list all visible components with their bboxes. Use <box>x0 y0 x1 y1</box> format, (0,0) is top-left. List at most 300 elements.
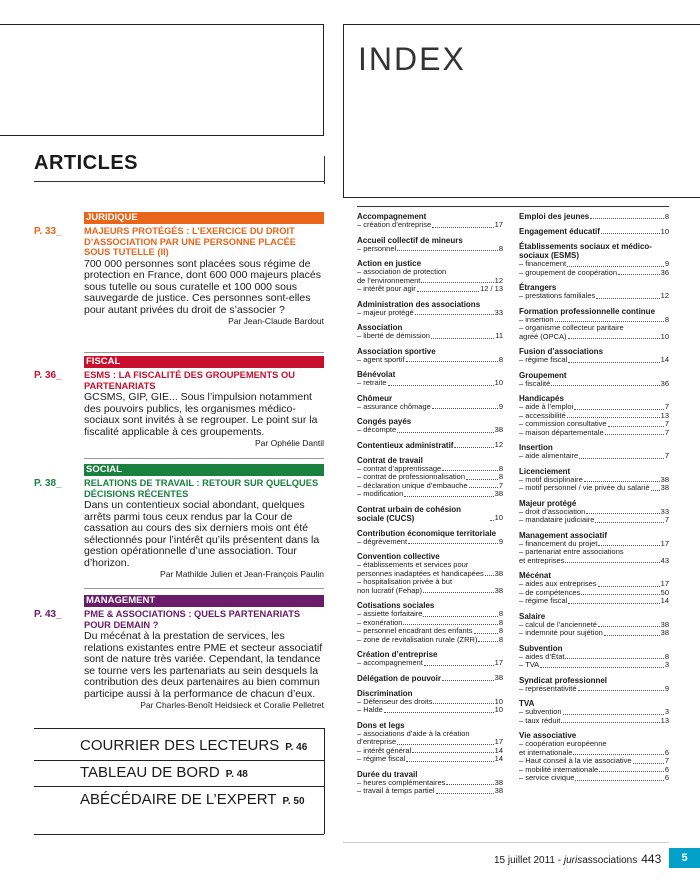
rubrique-abecedaire[interactable] <box>80 791 305 808</box>
index-entry[interactable] <box>357 529 503 547</box>
index-subentry-label: et entreprises <box>519 555 565 565</box>
index-leader-dots <box>433 703 493 704</box>
article-summary: 700 000 personnes sont placées sous régime de protection en France, dont 600 000 majeurs placés sous tutelle ou sous curatelle et 100 000 sous sauvegarde de justice. Ces personnes sont-elles pour autant privées du droit de s’associer ? <box>84 257 321 316</box>
index-leader-dots <box>595 522 663 523</box>
footer-date: 15 juillet 2011 - <box>494 855 564 866</box>
index-page-number: 13 <box>660 410 669 420</box>
index-entry[interactable] <box>357 601 503 644</box>
index-leader-dots <box>567 417 660 418</box>
index-entry[interactable] <box>357 370 503 388</box>
index-leader-dots <box>421 282 493 283</box>
article-author: Par Charles-Benoît Heidsieck et Coralie Pelletret <box>140 700 324 710</box>
index-entry-heading: Durée du travail <box>357 769 418 779</box>
index-page-number: 8 <box>664 314 669 324</box>
index-page-number: 7 <box>664 427 669 437</box>
index-subentry <box>357 636 503 645</box>
index-entry-heading: Contribution économique territoriale <box>357 528 497 538</box>
index-subentry-label: – aides aux entreprises <box>519 579 597 588</box>
index-subentry <box>357 587 503 596</box>
index-leader-dots <box>406 361 498 362</box>
index-subentry-label: d’entreprise <box>357 737 397 746</box>
index-page-number: 38 <box>494 673 503 682</box>
index-entry-heading: Chômeur <box>357 393 393 403</box>
index-entry[interactable] <box>519 612 669 638</box>
index-entry-heading: Contrat urbain de cohésion sociale (CUCS) <box>357 504 462 523</box>
index-column-2 <box>519 212 669 789</box>
index-subentry-label: – majeur protégé <box>357 307 414 317</box>
index-subentry-label: – aide alimentaire <box>519 451 579 460</box>
index-page-number: 17 <box>660 538 669 548</box>
index-leader-dots <box>565 562 659 563</box>
index-subentry-label: – de compétences <box>519 587 581 597</box>
index-subentry <box>519 557 669 566</box>
index-entry[interactable] <box>519 731 669 783</box>
footer-issue-number: 443 <box>641 852 662 866</box>
index-entry[interactable] <box>357 259 503 294</box>
index-entry-heading: Handicapés <box>519 394 564 403</box>
index-page-number: 38 <box>494 585 503 595</box>
index-entry[interactable] <box>357 323 503 341</box>
article-headline[interactable]: RELATIONS DE TRAVAIL : RETOUR SUR QUELQUES DÉCISIONS RÉCENTES <box>84 478 319 499</box>
index-entry-heading: Association <box>357 323 403 332</box>
index-subentry <box>519 429 669 438</box>
index-subentry-label: – financement <box>519 259 567 268</box>
index-entry[interactable] <box>357 347 503 365</box>
index-page-number: 12 <box>494 440 503 449</box>
index-entry[interactable] <box>357 552 503 595</box>
index-leader-dots <box>406 761 493 762</box>
index-subentry-label: – mobilité internationale <box>519 764 599 774</box>
rubrique-label: TABLEAU DE BORD <box>80 764 220 781</box>
index-leader-dots <box>590 218 664 219</box>
index-entry[interactable] <box>357 721 503 764</box>
index-subentry-label: – exonération <box>357 617 403 627</box>
index-subentry-label: – calcul de l’ancienneté <box>519 619 597 629</box>
index-subentry-label: – zone de revitalisation rurale (ZRR) <box>357 634 478 644</box>
index-subentry-label: – subvention <box>519 707 562 716</box>
index-entry[interactable] <box>519 571 669 606</box>
index-subentry <box>357 309 503 318</box>
index-page-number: 8 <box>498 354 503 364</box>
index-entry-heading: Groupement <box>519 370 567 380</box>
index-page-number: 9 <box>498 401 503 411</box>
index-subentry-label: – insertion <box>519 314 554 324</box>
articles-rule <box>34 181 324 182</box>
index-leader-dots <box>598 586 660 587</box>
index-entry[interactable] <box>519 242 669 277</box>
index-page-number: 38 <box>660 474 669 484</box>
index-leader-dots <box>551 385 659 386</box>
index-entry-heading: Discrimination <box>357 688 413 698</box>
index-leader-dots <box>474 633 498 634</box>
index-entry-heading: Insertion <box>519 443 553 452</box>
index-page-number: 6 <box>664 764 669 774</box>
index-subentry <box>519 333 669 342</box>
index-subentry <box>519 661 669 670</box>
index-subentry-label: – assurance chômage <box>357 401 431 411</box>
article-summary <box>84 391 324 448</box>
index-entry[interactable] <box>519 699 669 725</box>
index-subentry: – organisme collecteur paritaire <box>519 323 624 332</box>
articles-title: ARTICLES <box>34 152 138 174</box>
index-subentry <box>519 356 669 365</box>
index-page-number: 14 <box>660 355 669 364</box>
index-entry-heading: Création d’entreprise <box>357 650 438 659</box>
index-subentry-label: – contrat d’apprentissage <box>357 463 442 473</box>
index-entry[interactable] <box>357 236 503 254</box>
index-entry-heading: Bénévolat <box>357 370 396 379</box>
article-page: P. 33_ <box>34 226 62 237</box>
index-entry[interactable] <box>357 441 503 450</box>
index-subentry-label: – déclaration unique d’embauche <box>357 480 468 490</box>
index-page-number: 6 <box>664 747 669 757</box>
index-leader-dots <box>575 780 663 781</box>
index-subentry <box>357 403 503 412</box>
index-subentry-label: – liberté de démission <box>357 331 430 340</box>
index-leader-dots <box>436 793 494 794</box>
index-entry-heading: Association sportive <box>357 346 436 356</box>
article-headline[interactable]: ESMS : LA FISCALITÉ DES GROUPEMENTS OU PARTENARIATS <box>84 370 295 391</box>
index-leader-dots <box>404 496 493 497</box>
rubrique-label: ABÉCÉDAIRE DE L’EXPERT <box>80 791 277 808</box>
index-subentry-label: – TVA <box>519 660 540 669</box>
index-entry[interactable] <box>519 212 669 221</box>
index-leader-dots <box>567 266 664 267</box>
index-subentry-label: – création d’entreprise <box>357 220 432 229</box>
rubrique-courrier[interactable] <box>80 737 307 754</box>
index-page-number: 36 <box>660 378 669 388</box>
index-page-number: 43 <box>660 555 669 565</box>
index-subentry: – établissements et services pour <box>357 560 469 569</box>
article-management[interactable] <box>34 595 324 711</box>
index-subentry: – association de protection <box>357 267 447 276</box>
index-page-number: 7 <box>664 451 669 460</box>
index-subentry <box>519 292 669 301</box>
index-entry-heading: Salaire <box>519 611 546 621</box>
index-leader-dots <box>412 752 493 753</box>
index-subentry-label: – motif personnel / vie privée du salarié <box>519 483 650 492</box>
articles-divider <box>324 156 325 184</box>
index-page-number: 8 <box>498 617 503 627</box>
index-leader-dots <box>384 712 494 713</box>
article-page: P. 38_ <box>34 478 62 489</box>
index-leader-dots <box>568 338 660 339</box>
footer-brand-suffix: associations <box>582 855 638 866</box>
index-entry-heading: Emploi des jeunes <box>519 212 590 221</box>
index-entry[interactable] <box>357 300 503 318</box>
index-entry-heading: Vie associative <box>519 731 577 740</box>
index-subentry-label: – financement du projet <box>519 538 598 548</box>
index-entry-heading: Fusion d’associations <box>519 347 604 356</box>
section-band: MANAGEMENT <box>84 595 324 607</box>
index-page-number: 12 <box>660 291 669 300</box>
footer-brand: juris <box>563 855 583 866</box>
index-page-number: 8 <box>664 651 669 661</box>
index-entry[interactable] <box>519 467 669 493</box>
index-page-number: 7 <box>664 402 669 411</box>
index-subentry: – hospitalisation privée à but <box>357 577 453 586</box>
index-subentry <box>519 227 669 236</box>
article-page: P. 36_ <box>34 370 62 381</box>
index-page-number: 10 <box>494 378 503 387</box>
index-page-number: 8 <box>498 609 503 618</box>
index-entry[interactable] <box>519 227 669 236</box>
index-leader-dots <box>397 250 498 251</box>
index-subentry-label: – prestations familiales <box>519 291 596 300</box>
index-entry[interactable] <box>519 644 669 670</box>
index-leader-dots <box>442 470 498 471</box>
index-subentry-label: – décompte <box>357 425 397 434</box>
index-entry-heading: Management associatif <box>519 530 608 540</box>
index-subentry-label: – modification <box>357 489 404 498</box>
index-page-number: 38 <box>660 628 669 637</box>
index-subentry-label: – personnel <box>357 243 397 253</box>
index-subentry-label: – régime fiscal <box>519 355 568 364</box>
index-subentry-label: – heures complémentaires <box>357 777 446 787</box>
index-leader-dots <box>568 603 659 604</box>
index-page-number: 7 <box>664 515 669 524</box>
index-subentry <box>519 774 669 783</box>
index-subentry <box>357 245 503 254</box>
index-entry-heading: Majeur protégé <box>519 498 577 508</box>
index-subentry <box>357 787 503 796</box>
index-entry-heading: Licenciement <box>519 466 571 476</box>
index-page-number: 17 <box>494 220 503 229</box>
index-subentry <box>357 505 503 523</box>
index-entry-heading: Accueil collectif de mineurs <box>357 235 463 245</box>
index-entry-heading: TVA <box>519 699 535 708</box>
index-leader-dots <box>423 616 497 617</box>
index-leader-dots <box>574 409 664 410</box>
index-leader-dots <box>432 227 493 228</box>
index-leader-dots <box>598 626 660 627</box>
index-subentry <box>357 441 503 450</box>
index-title: INDEX <box>358 41 466 77</box>
index-subentry-label: – personnel encadrant des enfants <box>357 626 473 635</box>
index-entry-heading: Contentieux administratif <box>357 440 454 450</box>
article-social[interactable] <box>34 464 324 580</box>
index-page-number: 14 <box>494 745 503 755</box>
index-entry[interactable] <box>357 417 503 435</box>
index-entry[interactable] <box>357 674 503 683</box>
index-page-number: 12 <box>494 275 503 285</box>
index-page-number: 9 <box>498 536 503 546</box>
index-entry[interactable] <box>519 347 669 365</box>
index-entry[interactable] <box>357 505 503 523</box>
index-subentry-label: – droit d’association <box>519 506 586 516</box>
index-entry-heading: Administration des associations <box>357 299 481 309</box>
index-page-number: 11 <box>495 331 503 340</box>
index-subentry-label: – accessibilité <box>519 410 566 420</box>
index-page-number: 17 <box>494 658 503 667</box>
rubrique-page: P. 46 <box>285 742 308 753</box>
article-headline[interactable]: MAJEURS PROTÉGÉS : L’EXERCICE DU DROIT D’ASSOCIATION PAR UNE PERSONNE PLACÉE SOUS TUTELLE (II) <box>84 226 296 257</box>
index-entry-heading: Syndicat professionnel <box>519 675 608 685</box>
index-entry[interactable] <box>519 394 669 437</box>
index-leader-dots <box>605 434 664 435</box>
index-entry[interactable] <box>357 394 503 412</box>
index-page-number: 17 <box>660 579 669 588</box>
index-page-number: 7 <box>498 480 503 490</box>
index-page-number: 10 <box>660 226 669 236</box>
index-subentry-label: – maison départementale <box>519 427 604 437</box>
rubrique-divider <box>324 728 325 834</box>
index-entry[interactable] <box>519 283 669 301</box>
article-headline[interactable]: PME & ASSOCIATIONS : QUELS PARTENARIATS POUR DEMAIN ? <box>84 609 301 630</box>
index-subentry <box>519 717 669 726</box>
index-subentry-label: agréé (OPCA) <box>519 331 567 341</box>
index-subentry-label: – taux réduit <box>519 715 561 725</box>
index-page-number: 10 <box>494 696 503 706</box>
rubrique-rule-top <box>34 728 324 729</box>
index-page-number: 33 <box>660 506 669 516</box>
index-subentry-label: – service civique <box>519 773 575 782</box>
article-summary: Dans un contentieux social abondant, quelques arrêts parmi tous ceux rendus par la Cour de cassation au cours des six derniers mois ont été sélectionnés pour l’intérêt qu’ils présentent dans la gestion opérationnelle d’une association. Tour d’horizon. <box>84 499 320 569</box>
index-leader-dots <box>578 690 664 691</box>
index-entry[interactable] <box>357 212 503 230</box>
index-leader-dots <box>388 385 494 386</box>
index-entry-heading: Congés payés <box>357 417 412 426</box>
index-leader-dots <box>417 291 479 292</box>
index-subentry: – associations d’aide à la création <box>357 728 470 738</box>
section-divider <box>84 588 324 589</box>
index-page-number: 38 <box>660 619 669 629</box>
index-leader-dots <box>408 543 498 544</box>
index-subentry <box>519 685 669 694</box>
index-entry[interactable] <box>519 676 669 694</box>
index-leader-dots <box>446 784 493 785</box>
index-entry[interactable] <box>519 443 669 461</box>
index-subentry <box>357 332 503 341</box>
article-fiscal[interactable] <box>34 356 324 450</box>
page-folio: 5 <box>669 848 700 868</box>
index-page-number: 17 <box>494 737 503 746</box>
index-subentry-label: – mandataire judiciaire <box>519 515 595 524</box>
index-subentry-label: – agent sportif <box>357 354 405 364</box>
index-entry-heading: Engagement éducatif <box>519 227 600 236</box>
index-subentry <box>519 629 669 638</box>
index-entry[interactable] <box>519 371 669 389</box>
index-page-number: 13 <box>660 715 669 725</box>
index-page-number: 38 <box>494 777 503 787</box>
index-entry-heading: Accompagnement <box>357 212 427 221</box>
index-leader-dots <box>423 592 494 593</box>
index-subentry-label: – travail à temps partiel <box>357 786 435 795</box>
article-page: P. 43_ <box>34 609 62 620</box>
index-entry-heading: Cotisations sociales <box>357 601 435 610</box>
index-subentry <box>357 755 503 764</box>
index-entry[interactable] <box>357 650 503 668</box>
index-subentry <box>519 269 669 278</box>
index-subentry <box>357 285 503 294</box>
index-entry-heading: Convention collective <box>357 552 440 561</box>
index-entry[interactable] <box>519 499 669 525</box>
index-subentry <box>357 221 503 230</box>
index-subentry <box>357 356 503 365</box>
index-page-number: 10 <box>660 331 669 341</box>
index-page-number: 33 <box>494 307 503 317</box>
index-page-number: 8 <box>498 626 503 635</box>
index-page-number: 3 <box>664 660 669 669</box>
index-page-number: 14 <box>494 754 503 763</box>
index-page-number: 3 <box>664 707 669 716</box>
rubrique-tableau[interactable] <box>80 764 248 781</box>
index-subentry-label: – fiscalité <box>519 378 551 388</box>
article-summary-text: GCSMS, GIP, GIE... Sous l’impulsion notamment des pouvoirs publics, les organismes médico-sociaux sont invités à se regrouper. Le point sur la fiscalité applicable à ces groupements. <box>84 391 318 438</box>
article-juridique[interactable] <box>34 212 324 327</box>
index-leader-dots <box>586 513 659 514</box>
index-subentry <box>519 597 669 606</box>
index-leader-dots <box>596 298 659 299</box>
article-summary: Du mécénat à la prestation de services, les relations existantes entre PME et secteur associatif sont de nature très variée. Cependant, la tendance se tourne vers les partenariats au sein desquels la contribution des deux partenaires au bien commun participe aussi à la performance de chacun d’eux. <box>84 630 323 700</box>
section-divider <box>84 352 324 353</box>
index-subentry-label: – motif disciplinaire <box>519 474 583 484</box>
top-left-frame <box>0 24 324 136</box>
index-leader-dots <box>415 314 494 315</box>
index-subentry-label: – commission consultative <box>519 419 607 428</box>
rubrique-rule-bottom <box>34 834 324 835</box>
index-leader-dots <box>478 641 497 642</box>
index-subentry-label: – aides d’État <box>519 651 565 661</box>
index-entry-heading: Dons et legs <box>357 720 405 730</box>
index-leader-dots <box>651 490 660 491</box>
index-subentry: – partenariat entre associations <box>519 547 624 556</box>
index-leader-dots <box>584 481 660 482</box>
index-entry[interactable] <box>519 307 669 342</box>
index-entry[interactable] <box>357 689 503 715</box>
index-leader-dots <box>565 658 663 659</box>
index-page-number: 10 <box>494 705 503 714</box>
index-entry[interactable] <box>357 770 503 796</box>
index-leader-dots <box>618 274 660 275</box>
index-page-number: 7 <box>664 419 669 428</box>
index-entry-heading: Étrangers <box>519 283 557 292</box>
index-leader-dots <box>633 763 664 764</box>
index-leader-dots <box>568 362 659 363</box>
article-author: Par Ophélie Dantil <box>255 438 324 448</box>
index-leader-dots <box>555 321 664 322</box>
index-leader-dots <box>403 624 497 625</box>
index-subentry-label: – retraite <box>357 378 387 387</box>
index-subentry-label: – Défenseur des droits <box>357 696 433 706</box>
index-subentry-label: – intérêt pour agir <box>357 284 416 293</box>
index-subentry-label: – aide à l’emploi <box>519 402 574 411</box>
index-entry[interactable] <box>519 531 669 566</box>
index-entry-heading: Contrat de travail <box>357 455 423 465</box>
index-subentry <box>519 653 669 662</box>
index-leader-dots <box>469 487 498 488</box>
index-leader-dots <box>601 233 660 234</box>
index-page-number: 8 <box>664 211 669 221</box>
index-leader-dots <box>466 479 498 480</box>
index-leader-dots <box>490 520 494 521</box>
section-divider <box>84 458 324 459</box>
index-subentry <box>519 516 669 525</box>
index-subentry-label: – assiette forfaitaire <box>357 609 423 618</box>
index-leader-dots <box>573 754 663 755</box>
index-entry[interactable] <box>357 456 503 499</box>
index-subentry <box>357 426 503 435</box>
index-entry-heading: Délégation de pouvoir <box>357 673 442 683</box>
index-page-number: 38 <box>494 786 503 795</box>
index-leader-dots <box>598 545 659 546</box>
rubrique-rule <box>34 760 324 761</box>
index-page-number: 38 <box>494 489 503 498</box>
index-leader-dots <box>485 575 494 576</box>
index-entry-heading: Action en justice <box>357 259 422 268</box>
index-page-number: 12 / 13 <box>480 284 503 293</box>
index-page-number: 7 <box>664 756 669 765</box>
